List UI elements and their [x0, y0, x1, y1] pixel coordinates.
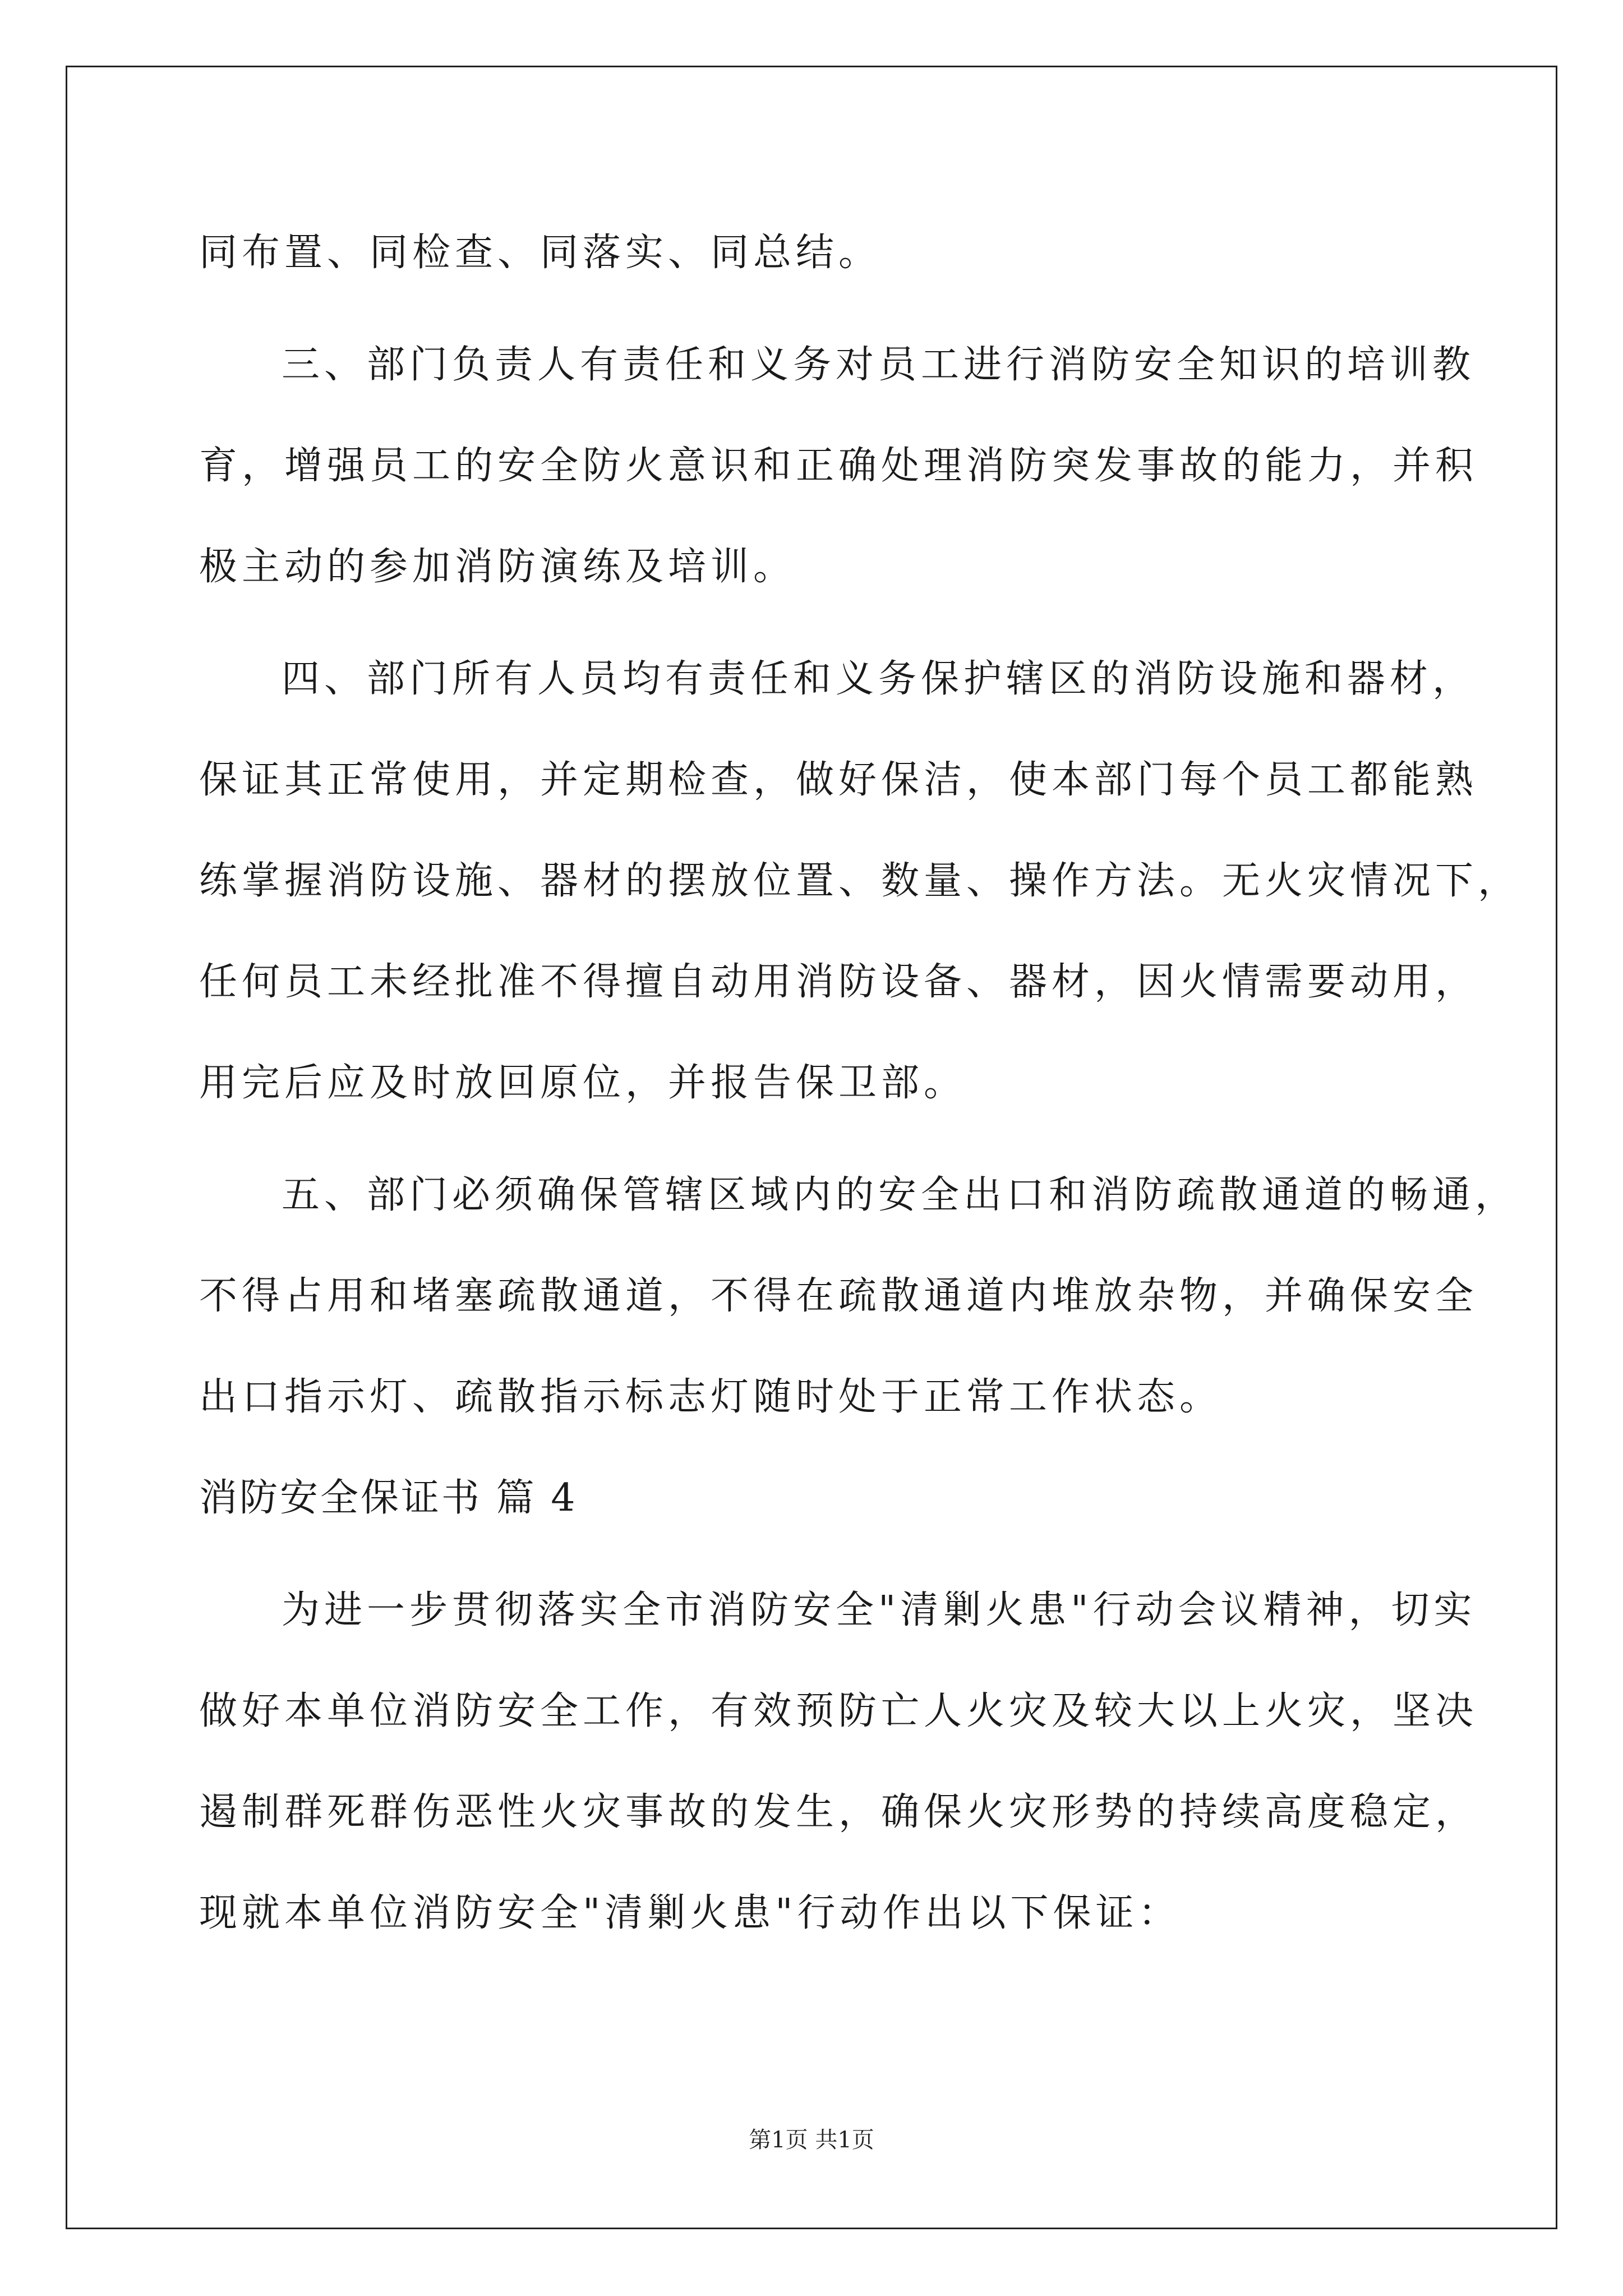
text-line: 五、部门必须确保管辖区域内的安全出口和消防疏散通道的畅通， — [282, 1173, 1518, 1217]
text-line: 练掌握消防设施、器材的摆放位置、数量、操作方法。无火灾情况下， — [199, 859, 1521, 903]
text-line: 任何员工未经批准不得擅自动用消防设备、器材，因火情需要动用， — [199, 960, 1478, 1004]
text-line: 保证其正常使用，并定期检查，做好保洁，使本部门每个员工都能熟 — [199, 758, 1478, 802]
text-line: 出口指示灯、疏散指示标志灯随时处于正常工作状态。 — [199, 1375, 1223, 1419]
text-line: 做好本单位消防安全工作，有效预防亡人火灾及较大以上火灾，坚决 — [199, 1689, 1478, 1733]
text-line: 为进一步贯彻落实全市消防安全"清剿火患"行动会议精神，切实 — [282, 1588, 1477, 1632]
text-line: 极主动的参加消防演练及培训。 — [199, 545, 796, 589]
text-line: 现就本单位消防安全"清剿火患"行动作出以下保证： — [199, 1891, 1181, 1935]
text-line: 育，增强员工的安全防火意识和正确处理消防突发事故的能力，并积 — [199, 444, 1478, 488]
text-line: 用完后应及时放回原位，并报告保卫部。 — [199, 1061, 967, 1105]
text-line: 四、部门所有人员均有责任和义务保护辖区的消防设施和器材， — [282, 657, 1476, 701]
text-line: 遏制群死群伤恶性火灾事故的发生，确保火灾形势的持续高度稳定， — [199, 1790, 1478, 1834]
text-line: 同布置、同检查、同落实、同总结。 — [199, 231, 882, 275]
page-number-footer: 第1页 共1页 — [749, 2127, 874, 2153]
text-line: 不得占用和堵塞疏散通道，不得在疏散通道内堆放杂物，并确保安全 — [199, 1274, 1478, 1318]
section-heading: 消防安全保证书 篇 4 — [199, 1476, 578, 1520]
text-line: 三、部门负责人有责任和义务对员工进行消防安全知识的培训教 — [282, 343, 1476, 387]
